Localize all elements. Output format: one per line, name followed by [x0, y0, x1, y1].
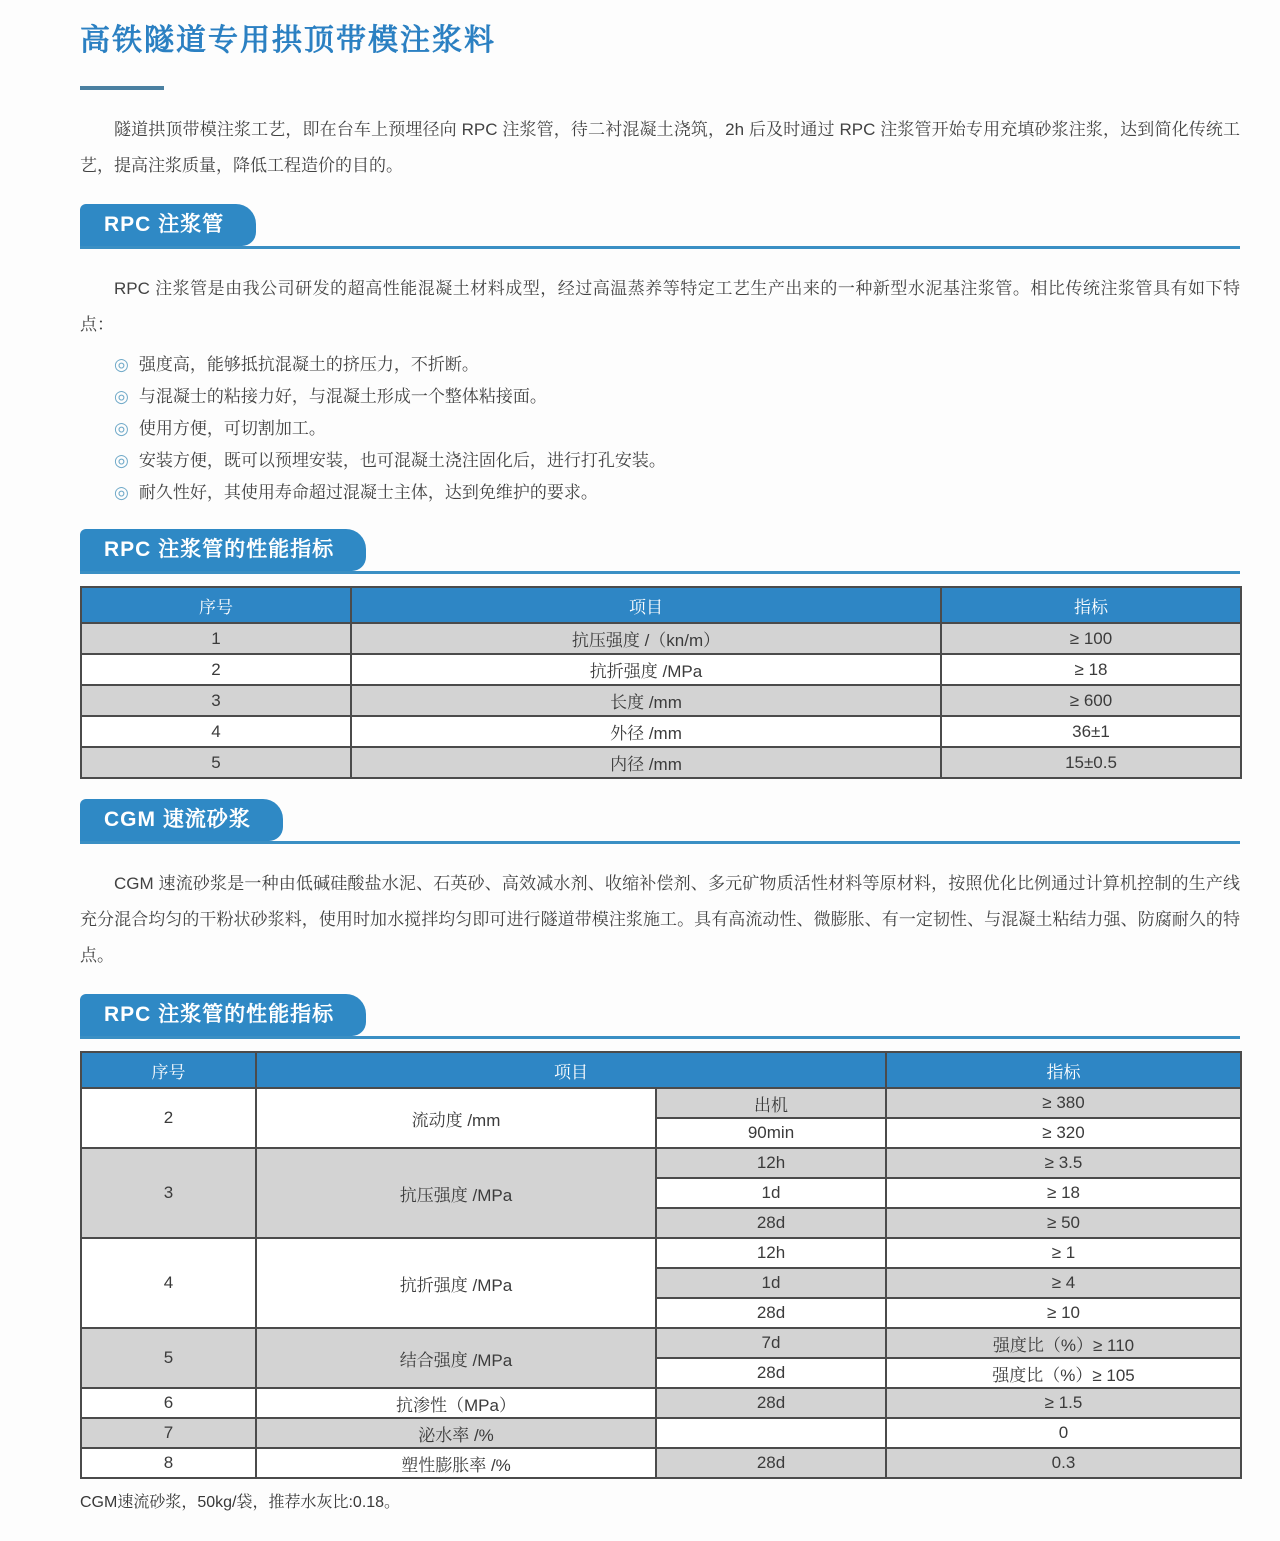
table-row [81, 685, 1241, 716]
item-cell: 结合强度 /MPa [256, 1328, 656, 1388]
cgm-spec-table [80, 1051, 1242, 1479]
feature-text: 安装方便，既可以预埋安装，也可混凝土浇注固化后，进行打孔安装。 [138, 451, 666, 470]
feature-text: 耐久性好，其使用寿命超过混凝士主体，达到免维护的要求。 [138, 483, 598, 502]
value-cell: ≥ 4 [886, 1268, 1241, 1298]
table-row [81, 623, 1241, 654]
table-row [81, 716, 1241, 747]
rpc-description: RPC 注浆管是由我公司研发的超高性能混凝土材料成型，经过高温蒸养等特定工艺生产出来的一种新型水泥基注浆管。相比传统注浆管具有如下特点： [80, 279, 1240, 334]
condition-cell: 12h [656, 1238, 886, 1268]
item-cell: 塑性膨胀率 /% [256, 1448, 656, 1478]
column-header-spec: 指标 [886, 1052, 1241, 1088]
column-header-no: 序号 [81, 587, 351, 623]
row-number-cell: 3 [81, 1148, 256, 1238]
table-cell: 5 [81, 747, 351, 778]
feature-item [114, 477, 1240, 509]
condition-cell: 7d [656, 1328, 886, 1358]
value-cell: ≥ 18 [886, 1178, 1241, 1208]
condition-cell: 1d [656, 1268, 886, 1298]
value-cell: 0 [886, 1418, 1241, 1448]
footnote: CGM速流砂浆，50kg/袋，推荐水灰比:0.18。 [80, 1494, 401, 1511]
value-cell: ≥ 320 [886, 1118, 1241, 1148]
condition-cell: 90min [656, 1118, 886, 1148]
cgm-spec-table-body [81, 1088, 1241, 1478]
table-row [81, 1148, 1241, 1178]
section-header-rpc-specs [80, 529, 1240, 574]
table-row [81, 1388, 1241, 1418]
table-cell: 1 [81, 623, 351, 654]
section-badge-rpc-specs: RPC 注浆管的性能指标 [80, 529, 366, 571]
value-cell: ≥ 10 [886, 1298, 1241, 1328]
rpc-spec-table-body [81, 623, 1241, 778]
feature-item [114, 413, 1240, 445]
value-cell: ≥ 1.5 [886, 1388, 1241, 1418]
section-badge-cgm-specs: RPC 注浆管的性能指标 [80, 994, 366, 1036]
value-cell: ≥ 50 [886, 1208, 1241, 1238]
table-cell: 抗压强度 /（kn/m） [351, 623, 941, 654]
section-badge-rpc: RPC 注浆管 [80, 204, 256, 246]
value-cell: ≥ 380 [886, 1088, 1241, 1118]
condition-cell: 28d [656, 1358, 886, 1388]
condition-cell: 出机 [656, 1088, 886, 1118]
row-number-cell: 4 [81, 1238, 256, 1328]
title-underline [80, 86, 164, 90]
item-cell: 抗压强度 /MPa [256, 1148, 656, 1238]
intro-paragraph: 隧道拱顶带模注浆工艺，即在台车上预埋径向 RPC 注浆管，待二衬混凝土浇筑，2h 后及时通过 RPC 注浆管开始专用充填砂浆注浆，达到简化传统工艺，提高注浆质量，降低工程造价的目的。 [80, 120, 1240, 175]
value-cell: ≥ 3.5 [886, 1148, 1241, 1178]
value-cell: 0.3 [886, 1448, 1241, 1478]
section-header-cgm [80, 799, 1240, 844]
item-cell: 抗折强度 /MPa [256, 1238, 656, 1328]
column-header-no: 序号 [81, 1052, 256, 1088]
column-header-item: 项目 [351, 587, 941, 623]
column-header-item: 项目 [256, 1052, 886, 1088]
section-badge-cgm: CGM 速流砂浆 [80, 799, 283, 841]
item-cell: 泌水率 /% [256, 1418, 656, 1448]
item-cell: 流动度 /mm [256, 1088, 656, 1148]
row-number-cell: 6 [81, 1388, 256, 1418]
value-cell: ≥ 1 [886, 1238, 1241, 1268]
condition-cell: 28d [656, 1298, 886, 1328]
bullet-icon: ◎ [114, 387, 129, 406]
value-cell: 强度比（%）≥ 110 [886, 1328, 1241, 1358]
page-title: 高铁隧道专用拱顶带模注浆料 [80, 24, 496, 57]
table-header-row [81, 1052, 1241, 1088]
item-cell: 抗渗性（MPa） [256, 1388, 656, 1418]
cgm-description: CGM 速流砂浆是一种由低碱硅酸盐水泥、石英砂、高效减水剂、收缩补偿剂、多元矿物质活性材料等原材料，按照优化比例通过计算机控制的生产线充分混合均匀的干粉状砂浆料，使用时加水搅拌均匀即可进行隧道带模注浆施工。具有高流动性、微膨胀、有一定韧性、与混凝土粘结力强、防腐耐久的特点。 [80, 874, 1240, 965]
table-row [81, 1328, 1241, 1358]
rpc-feature-list [80, 349, 1240, 509]
bullet-icon: ◎ [114, 483, 129, 502]
table-header-row [81, 587, 1241, 623]
condition-cell: 1d [656, 1178, 886, 1208]
condition-cell: 12h [656, 1148, 886, 1178]
condition-cell: 28d [656, 1208, 886, 1238]
feature-text: 强度高，能够抵抗混凝土的挤压力，不折断。 [138, 355, 479, 374]
table-cell: 外径 /mm [351, 716, 941, 747]
condition-cell: 28d [656, 1448, 886, 1478]
row-number-cell: 5 [81, 1328, 256, 1388]
condition-cell: 28d [656, 1388, 886, 1418]
table-cell: 4 [81, 716, 351, 747]
table-row [81, 1088, 1241, 1118]
table-cell: 15±0.5 [941, 747, 1241, 778]
bullet-icon: ◎ [114, 355, 129, 374]
row-number-cell: 2 [81, 1088, 256, 1148]
table-cell: 36±1 [941, 716, 1241, 747]
table-cell: 内径 /mm [351, 747, 941, 778]
table-cell: 抗折强度 /MPa [351, 654, 941, 685]
bullet-icon: ◎ [114, 451, 129, 470]
table-cell: ≥ 18 [941, 654, 1241, 685]
value-cell: 强度比（%）≥ 105 [886, 1358, 1241, 1388]
feature-item [114, 445, 1240, 477]
table-row [81, 1238, 1241, 1268]
section-header-cgm-specs [80, 994, 1240, 1039]
table-cell: ≥ 600 [941, 685, 1241, 716]
table-cell: 3 [81, 685, 351, 716]
feature-text: 使用方便，可切割加工。 [138, 419, 326, 438]
table-cell: ≥ 100 [941, 623, 1241, 654]
section-header-rpc [80, 204, 1240, 249]
rpc-spec-table [80, 586, 1242, 779]
table-row [81, 1418, 1241, 1448]
row-number-cell: 7 [81, 1418, 256, 1448]
feature-item [114, 349, 1240, 381]
column-header-spec: 指标 [941, 587, 1241, 623]
table-row [81, 1448, 1241, 1478]
condition-cell [656, 1418, 886, 1448]
feature-text: 与混凝士的粘接力好，与混凝土形成一个整体粘接面。 [138, 387, 547, 406]
feature-item [114, 381, 1240, 413]
table-cell: 2 [81, 654, 351, 685]
bullet-icon: ◎ [114, 419, 129, 438]
table-row [81, 654, 1241, 685]
table-cell: 长度 /mm [351, 685, 941, 716]
row-number-cell: 8 [81, 1448, 256, 1478]
table-row [81, 747, 1241, 778]
